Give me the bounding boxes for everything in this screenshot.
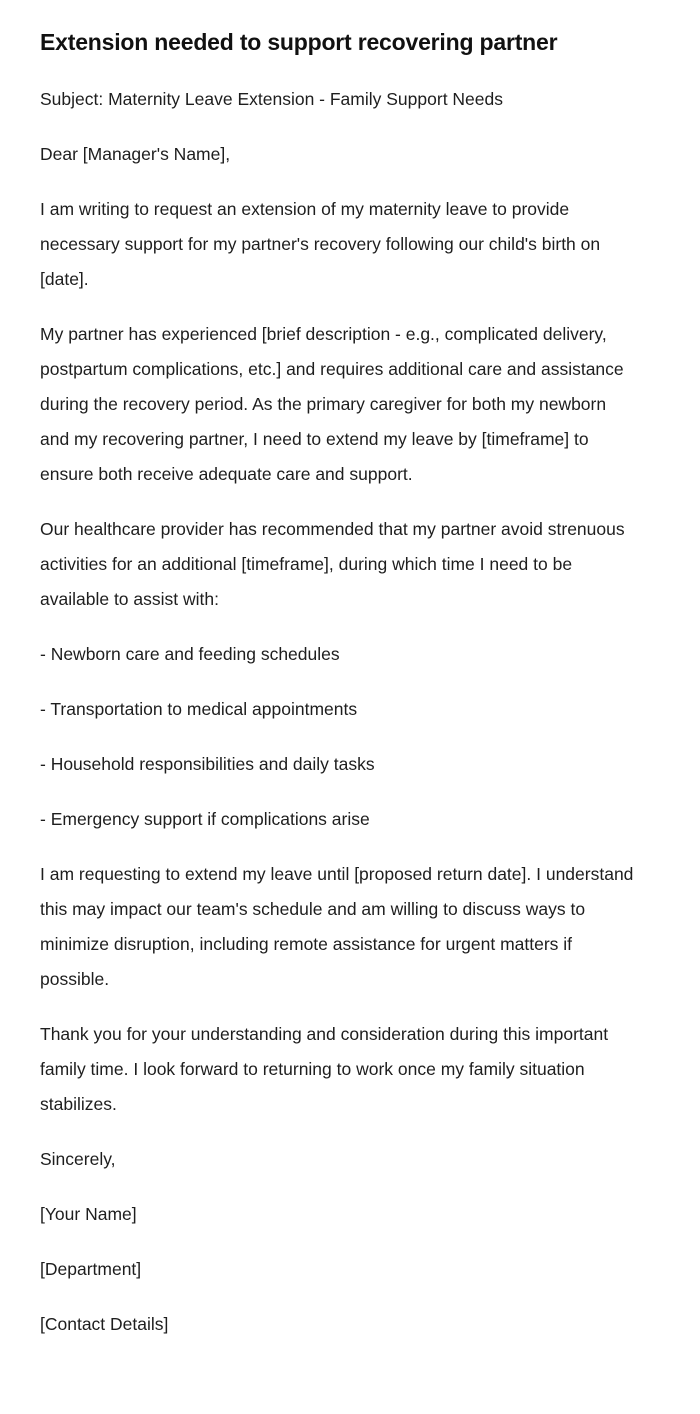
closing-paragraph: I am requesting to extend my leave until [proposed return date]. I understand this may impact our team's schedule and am willing to discuss ways to minimize disruption, including remote assistance for urgent matters if possible.: [40, 864, 634, 989]
closing-paragraph: Thank you for your understanding and consideration during this important family time. I look forward to returning to work once my family situation stabilizes.: [40, 1024, 609, 1114]
signature-name: [Your Name]: [40, 1204, 137, 1224]
list-item: - Household responsibilities and daily tasks: [40, 754, 375, 774]
signature-contact: [Contact Details]: [40, 1314, 169, 1334]
body-paragraph: I am writing to request an extension of my maternity leave to provide necessary support for my partner's recovery following our child's birth on [date].: [40, 199, 601, 289]
salutation: Dear [Manager's Name],: [40, 144, 231, 164]
body-paragraph: Our healthcare provider has recommended that my partner avoid strenuous activities for an additional [timeframe], during which time I need to be available to assist with:: [40, 519, 625, 609]
signature-department: [Department]: [40, 1259, 142, 1279]
list-item: - Newborn care and feeding schedules: [40, 644, 340, 664]
list-item: - Emergency support if complications arise: [40, 809, 370, 829]
list-item: - Transportation to medical appointments: [40, 699, 358, 719]
subject-line: Subject: Maternity Leave Extension - Family Support Needs: [40, 89, 503, 109]
body-paragraph: My partner has experienced [brief description - e.g., complicated delivery, postpartum complications, etc.] and requires additional care and assistance during the recovery period. As the primary caregiver for both my newborn and my recovering partner, I need to extend my leave by [timeframe] to ensure both receive adequate care and support.: [40, 324, 624, 484]
assistance-list: [40, 637, 644, 837]
sign-off: Sincerely,: [40, 1149, 116, 1169]
page-title: Extension needed to support recovering partner: [40, 29, 558, 55]
